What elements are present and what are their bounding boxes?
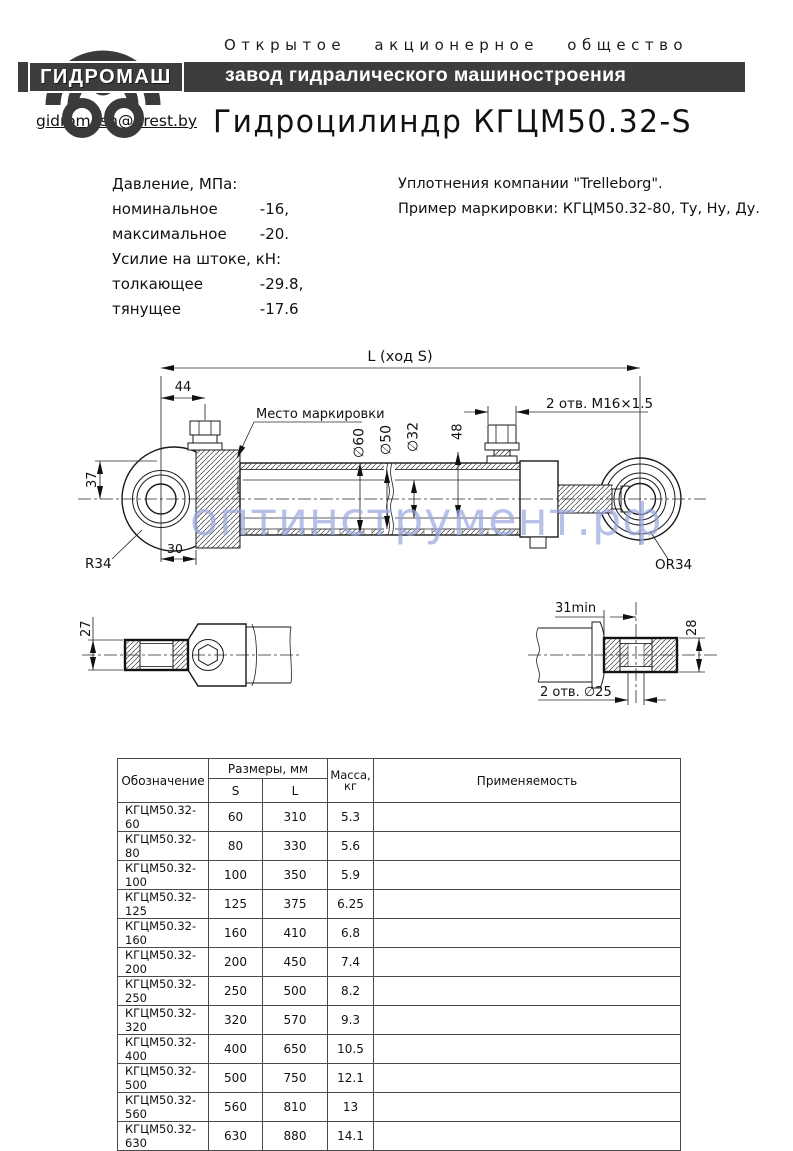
- dim-label-27: 27: [79, 620, 94, 637]
- notes-block: [398, 172, 760, 222]
- table-cell: 6.8: [328, 919, 374, 948]
- table-cell: [374, 1093, 681, 1122]
- spec-value: -17.6: [259, 300, 299, 318]
- table-cell: 750: [263, 1064, 328, 1093]
- table-cell: КГЦМ50.32-320: [118, 1006, 209, 1035]
- dim-label-holes: 2 отв. ∅25: [540, 685, 612, 700]
- table-row: [118, 890, 681, 919]
- seals-note: Уплотнения компании "Trelleborg".: [398, 176, 663, 192]
- table-cell: 5.6: [328, 832, 374, 861]
- logo-wordmark: ГИДРОМАШ: [28, 61, 184, 93]
- spec-row: [112, 222, 303, 247]
- dim-label-37: 37: [85, 471, 100, 488]
- spec-value: -16,: [259, 200, 290, 218]
- table-cell: 125: [209, 890, 263, 919]
- table-cell: 5.9: [328, 861, 374, 890]
- table-cell: 14.1: [328, 1122, 374, 1151]
- size-table-body: [118, 803, 681, 1151]
- dim-label-or34: OR34: [655, 557, 693, 573]
- pressure-heading: Давление, МПа:: [112, 175, 238, 193]
- force-heading: Усилие на штоке, кН:: [112, 250, 282, 268]
- table-cell: 7.4: [328, 948, 374, 977]
- dim-label-28: 28: [685, 619, 700, 636]
- spec-label: тянущее: [112, 300, 182, 318]
- table-cell: КГЦМ50.32-60: [118, 803, 209, 832]
- col-designation: Обозначение: [118, 759, 209, 803]
- table-cell: 8.2: [328, 977, 374, 1006]
- col-sizes-group: Размеры, мм: [209, 759, 328, 779]
- table-cell: [374, 1006, 681, 1035]
- table-cell: 80: [209, 832, 263, 861]
- table-cell: [374, 919, 681, 948]
- table-cell: КГЦМ50.32-560: [118, 1093, 209, 1122]
- dim-label-44: 44: [174, 380, 192, 395]
- watermark: оптинструмент.рф: [190, 492, 663, 546]
- table-cell: 5.3: [328, 803, 374, 832]
- spec-row: [112, 272, 303, 297]
- table-cell: 200: [209, 948, 263, 977]
- table-cell: 13: [328, 1093, 374, 1122]
- table-row: [118, 977, 681, 1006]
- table-cell: 100: [209, 861, 263, 890]
- dim-label-dia32: ∅32: [405, 421, 422, 452]
- table-cell: 400: [209, 1035, 263, 1064]
- spec-label: толкающее: [112, 275, 203, 293]
- col-application: Применяемость: [374, 759, 681, 803]
- side-view-right: [537, 601, 705, 705]
- dim-label-48: 48: [450, 423, 466, 440]
- table-cell: КГЦМ50.32-160: [118, 919, 209, 948]
- table-cell: [374, 977, 681, 1006]
- page-title: Гидроцилиндр КГЦМ50.32-S: [213, 104, 692, 140]
- table-cell: [374, 1064, 681, 1093]
- table-cell: 6.25: [328, 890, 374, 919]
- table-cell: [374, 1122, 681, 1151]
- table-row: [118, 1064, 681, 1093]
- table-row: [118, 1006, 681, 1035]
- table-cell: 500: [209, 1064, 263, 1093]
- table-cell: 375: [263, 890, 328, 919]
- table-cell: 650: [263, 1035, 328, 1064]
- table-cell: 500: [263, 977, 328, 1006]
- spec-value: -29.8,: [259, 275, 304, 293]
- table-row: [118, 803, 681, 832]
- table-row: [118, 1122, 681, 1151]
- table-cell: 880: [263, 1122, 328, 1151]
- dim-label-total-length: L (ход S): [367, 349, 433, 365]
- dim-label-dia60: ∅60: [351, 427, 368, 458]
- table-cell: 630: [209, 1122, 263, 1151]
- table-cell: КГЦМ50.32-400: [118, 1035, 209, 1064]
- table-cell: 450: [263, 948, 328, 977]
- dim-label-31min: 31min: [555, 601, 597, 616]
- table-cell: КГЦМ50.32-125: [118, 890, 209, 919]
- size-table: [117, 758, 681, 1151]
- dim-label-r34: R34: [85, 556, 112, 572]
- dim-label-dia50: ∅50: [378, 424, 395, 455]
- table-cell: КГЦМ50.32-250: [118, 977, 209, 1006]
- table-cell: 250: [209, 977, 263, 1006]
- table-row: [118, 919, 681, 948]
- table-cell: 810: [263, 1093, 328, 1122]
- marking-spot-label: Место маркировки: [256, 407, 385, 422]
- table-row: [118, 832, 681, 861]
- table-cell: 570: [263, 1006, 328, 1035]
- table-cell: 160: [209, 919, 263, 948]
- table-cell: 320: [209, 1006, 263, 1035]
- table-cell: 60: [209, 803, 263, 832]
- table-row: [118, 948, 681, 977]
- dim-label-30: 30: [167, 541, 183, 556]
- col-mass: [328, 759, 374, 803]
- spec-row: [112, 197, 303, 222]
- table-cell: [374, 832, 681, 861]
- spec-row: [112, 297, 303, 322]
- table-cell: 10.5: [328, 1035, 374, 1064]
- table-cell: [374, 861, 681, 890]
- table-row: [118, 1035, 681, 1064]
- table-cell: КГЦМ50.32-500: [118, 1064, 209, 1093]
- table-cell: КГЦМ50.32-630: [118, 1122, 209, 1151]
- marking-note: Пример маркировки: КГЦМ50.32-80, Ту, Ну, Ду.: [398, 201, 760, 217]
- org-type-line: Открытое акционерное общество: [224, 36, 689, 54]
- table-cell: 310: [263, 803, 328, 832]
- col-mass-line1: Масса,: [330, 767, 371, 782]
- col-mass-line2: кг: [344, 778, 357, 793]
- table-cell: [374, 890, 681, 919]
- table-cell: КГЦМ50.32-200: [118, 948, 209, 977]
- table-cell: 410: [263, 919, 328, 948]
- table-row: [118, 861, 681, 890]
- table-cell: 330: [263, 832, 328, 861]
- table-cell: 12.1: [328, 1064, 374, 1093]
- spec-label: максимальное: [112, 225, 227, 243]
- header-bar-title: завод гидралического машиностроения: [225, 64, 627, 86]
- table-cell: КГЦМ50.32-100: [118, 861, 209, 890]
- col-s: S: [209, 779, 263, 803]
- side-view-left: [79, 617, 291, 686]
- table-cell: [374, 1035, 681, 1064]
- table-cell: [374, 948, 681, 977]
- spec-list: [112, 172, 303, 322]
- table-cell: 350: [263, 861, 328, 890]
- dim-label-ports: 2 отв. М16×1.5: [546, 396, 654, 412]
- email-link[interactable]: gidromash@brest.by: [36, 112, 197, 130]
- table-cell: [374, 803, 681, 832]
- size-table-wrap: [117, 758, 681, 1151]
- table-row: [118, 1093, 681, 1122]
- spec-value: -20.: [259, 225, 290, 243]
- col-l: L: [263, 779, 328, 803]
- table-cell: 9.3: [328, 1006, 374, 1035]
- table-cell: КГЦМ50.32-80: [118, 832, 209, 861]
- table-cell: 560: [209, 1093, 263, 1122]
- spec-label: номинальное: [112, 200, 218, 218]
